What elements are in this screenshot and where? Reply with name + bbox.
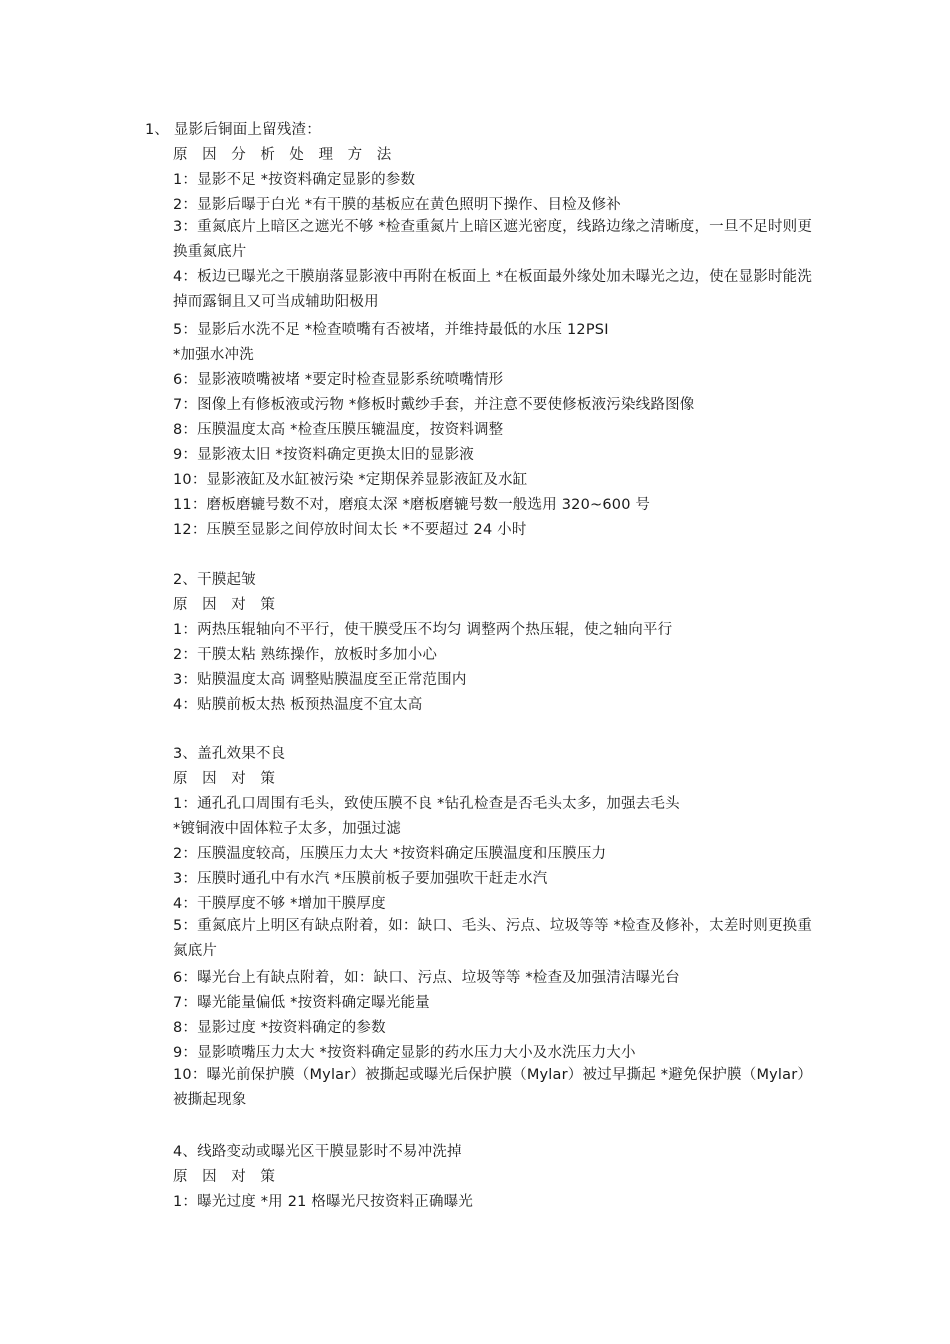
section-3-item-10: 10：曝光前保护膜（Mylar）被撕起或曝光后保护膜（Mylar）被过早撕起 *避免保护膜（Mylar）被撕起现象: [173, 1067, 813, 1108]
section-3-item-8: 8：显影过度 *按资料确定的参数: [173, 1020, 386, 1036]
section-4-header: 原 因 对 策: [173, 1169, 280, 1185]
section-3-item-1: 1：通孔孔口周围有毛头，致使压膜不良 *钻孔检查是否毛头太多，加强去毛头: [173, 796, 680, 812]
section-2-header: 原 因 对 策: [173, 597, 280, 613]
section-3-item-3: 3：压膜时通孔中有水汽 *压膜前板子要加强吹干赶走水汽: [173, 871, 548, 887]
section-1-item-3: 3：重氮底片上暗区之遮光不够 *检查重氮片上暗区遮光密度，线路边缘之清晰度，一旦不足时则更换重氮底片: [173, 219, 813, 260]
section-1-title: 1、 显影后铜面上留残渣：: [145, 122, 321, 138]
section-4-item-1: 1：曝光过度 *用 21 格曝光尺按资料正确曝光: [173, 1194, 474, 1210]
section-1-item-2: 2：显影后曝于白光 *有干膜的基板应在黄色照明下操作、目检及修补: [173, 197, 621, 213]
section-1-header: 原 因 分 析 处 理 方 法: [173, 147, 397, 163]
section-1-item-1: 1：显影不足 *按资料确定显影的参数: [173, 172, 416, 188]
section-1-item-11: 11：磨板磨辘号数不对，磨痕太深 *磨板磨辘号数一般选用 320~600 号: [173, 497, 651, 513]
section-3-item-1-cont: *镀铜液中固体粒子太多，加强过滤: [173, 821, 401, 837]
section-3-item-5: 5：重氮底片上明区有缺点附着，如：缺口、毛头、污点、垃圾等等 *检查及修补，太差时则更换重氮底片: [173, 918, 813, 959]
section-1-item-4: 4：板边已曝光之干膜崩落显影液中再附在板面上 *在板面最外缘处加未曝光之边，使在显影时能洗掉而露铜且又可当成辅助阳极用: [173, 269, 813, 310]
section-3-item-7: 7：曝光能量偏低 *按资料确定曝光能量: [173, 995, 430, 1011]
section-3-header: 原 因 对 策: [173, 771, 280, 787]
section-2-item-3: 3：贴膜温度太高 调整贴膜温度至正常范围内: [173, 672, 467, 688]
section-2-title: 2、干膜起皱: [173, 572, 256, 588]
section-2-item-1: 1：两热压辊轴向不平行，使干膜受压不均匀 调整两个热压辊，使之轴向平行: [173, 622, 673, 638]
section-1-item-5-cont: *加强水冲洗: [173, 347, 254, 363]
section-3-item-9: 9：显影喷嘴压力太大 *按资料确定显影的药水压力大小及水洗压力大小: [173, 1045, 636, 1061]
section-1-item-6: 6：显影液喷嘴被堵 *要定时检查显影系统喷嘴情形: [173, 372, 504, 388]
section-4-title: 4、线路变动或曝光区干膜显影时不易冲洗掉: [173, 1144, 462, 1160]
section-3-item-4: 4：干膜厚度不够 *增加干膜厚度: [173, 896, 386, 912]
section-1-item-12: 12：压膜至显影之间停放时间太长 *不要超过 24 小时: [173, 522, 527, 538]
section-3-title: 3、盖孔效果不良: [173, 746, 286, 762]
section-1-item-5: 5：显影后水洗不足 *检查喷嘴有否被堵，并维持最低的水压 12PSI: [173, 322, 609, 338]
section-3-item-2: 2：压膜温度较高，压膜压力太大 *按资料确定压膜温度和压膜压力: [173, 846, 607, 862]
section-1-item-10: 10：显影液缸及水缸被污染 *定期保养显影液缸及水缸: [173, 472, 528, 488]
section-2-item-4: 4：贴膜前板太热 板预热温度不宜太高: [173, 697, 423, 713]
section-3-item-6: 6：曝光台上有缺点附着，如：缺口、污点、垃圾等等 *检查及加强清洁曝光台: [173, 970, 680, 986]
section-1-item-7: 7：图像上有修板液或污物 *修板时戴纱手套，并注意不要使修板液污染线路图像: [173, 397, 695, 413]
section-1-item-8: 8：压膜温度太高 *检查压膜压辘温度，按资料调整: [173, 422, 504, 438]
section-2-item-2: 2：干膜太粘 熟练操作，放板时多加小心: [173, 647, 438, 663]
section-1-item-9: 9：显影液太旧 *按资料确定更换太旧的显影液: [173, 447, 474, 463]
